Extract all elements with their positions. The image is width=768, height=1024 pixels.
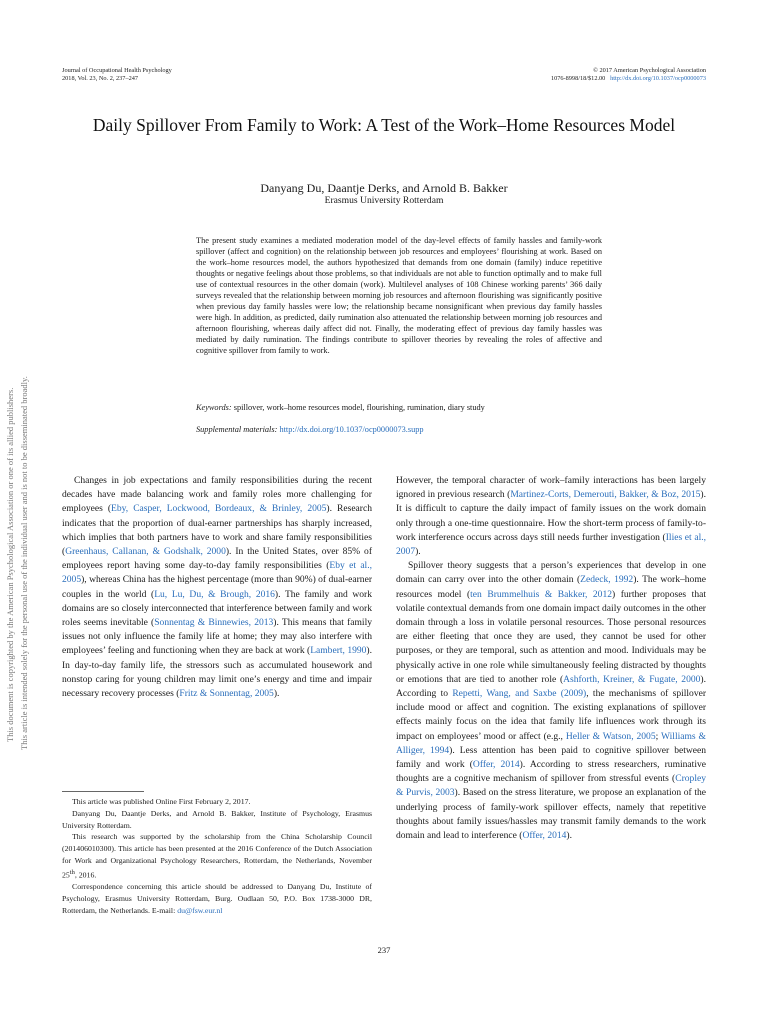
supplemental-label: Supplemental materials: [196,425,278,434]
citation-link[interactable]: Sonnentag & Binnewies, 2013 [154,617,274,629]
journal-header [62,67,172,83]
body-text: ). Less attention has been paid to cognitive spillover between family and work ( [396,744,706,771]
left-column [62,474,372,701]
body-text: ). According to stress researchers, ruminative thoughts are a cognitive mechanism of spillover from stressful events ( [396,759,706,785]
citation-link[interactable]: Martinez-Corts, Demerouti, Bakker, & Boz, 2015 [510,489,701,501]
citation-link[interactable]: Williams & Alliger, 1994 [396,730,706,756]
abstract: The present study examines a mediated moderation model of the day-level effects of family hassles and family-work spillover (affect and cognition) on the relationship between job resources and employees’ flourishing at work. Based on the work–home resources model, the authors hypothesized that demands from one domain (family) induce repetitive thoughts or negative feelings about those problems, so that individuals are not able to function optimally and to make full use of contextual resources in the other domain (work). Multilevel analyses of 108 Chinese working parents’ 366 daily surveys revealed that the relationship between morning job resources and afternoon flourishing was significantly positive when previous day family hassles were low; the relationship became nonsignificant when previous day family hassles were high. In addition, as predicted, daily rumination also attenuated the relationship between morning job resources and afternoon flourishing, whereas daily affect did not. Finally, the moderating effect of previous day family hassles was mediated by daily rumination. The findings contribute to spillover theories by revealing the roles of affective and cognitive spillover from family to work. [196,236,602,356]
citation-link[interactable]: Eby et al., 2005 [62,560,372,586]
citation-link[interactable]: Offer, 2014 [522,830,567,842]
body-text: ; [655,730,662,742]
body-text: ). Based on the stress literature, we propose an explanation of the underlying process of family-work spillover effects, namely that repetitive thoughts about family issues/hassles may transmit family demands to the work domain and lead to interference ( [396,787,706,842]
supplemental-link[interactable]: http://dx.doi.org/10.1037/ocp0000073.supp [279,425,424,434]
supplemental-materials [196,424,602,435]
body-text: , the mechanisms of spillover include mood or affect and cognition. The existing explanations of spillover effects mainly focus on the idea that family life influences work through its impact on employees’ mood or affect (e.g., [396,688,707,742]
keywords [196,402,602,413]
body-text: ). Research indicates that the proportion of dual-earner partnerships has sharply increased, which implies that both partners have to work and share family responsibilities ( [62,503,372,558]
paragraph-intro [62,474,372,701]
footnote-support [62,831,372,881]
citation-link[interactable]: Cropley & Purvis, 2003 [396,773,706,799]
email-link[interactable]: du@fsw.eur.nl [177,905,223,915]
body-text: ). The family and work domains are so closely interconnected that interference between family and work roles seems inevitable ( [62,588,372,629]
body-text: ). [415,546,421,558]
body-text: ). In day-to-day family life, the stressors such as accumulated housework and nonstop caring for young children may limit one’s energy and time and impair necessary recovery processes ( [62,645,372,700]
body-text: ). [566,830,572,842]
footnote-support-end: , 2016. [74,870,97,880]
keywords-text: spillover, work–home resources model, flourishing, rumination, diary study [231,403,485,412]
journal-name: Journal of Occupational Health Psychology [62,67,172,74]
copyright-header [551,67,706,83]
body-text: ). The work–home resources model ( [396,574,706,600]
citation-link[interactable]: Ashforth, Kreiner, & Fugate, 2000 [563,673,701,685]
body-text: ). This means that family issues not only influence the family life at home; they may also interfere with employees’ feeling and functioning when they are back at work ( [62,617,372,657]
citation-link[interactable]: Offer, 2014 [472,759,520,771]
article-title: Daily Spillover From Family to Work: A Test of the Work–Home Resources Model [92,115,676,135]
body-text: ). [273,688,280,700]
footnote-affiliation: Danyang Du, Daantje Derks, and Arnold B. Bakker, Institute of Psychology, Erasmus University Rotterdam. [62,808,372,830]
body-text: ) further proposes that volatile contextual demands from one domain impact daily outcomes in the other domain through a loss in volatile personal resources. Those personal resources are either fleeting that once they are used, they cannot be used for other purposes, or they are temporal, such as attention and mood. Individuals may be physically active in one role while simultaneously feeling distracted by thoughts or emotions that are tied to another role ( [396,588,706,685]
paragraph-temporal [396,474,706,559]
body-text: However, the temporal character of work–family interactions has been largely ignored in previous research ( [396,475,706,501]
author-list: Danyang Du, Daantje Derks, and Arnold B. Bakker [260,181,508,195]
side-copyright-notice: This document is copyrighted by the American Psychological Association or one of its allied publishers. [5,387,15,742]
journal-volume: 2018, Vol. 23, No. 2, 237–247 [62,75,139,82]
citation-link[interactable]: Repetti, Wang, and Saxbe (2009) [452,688,587,700]
page-number: 237 [377,945,391,955]
citation-link[interactable]: Zedeck, 1992 [580,574,634,586]
body-text: ). According to [396,673,706,700]
footnote-support-text: This research was supported by the scholarship from the China Scholarship Council (201406010300). This article has been presented at the 2016 Conference of the Dutch Association for Work and Organizational Psychology Researchers, Rotterdam, the Netherlands, November 25 [62,832,372,880]
citation-link[interactable]: Lu, Lu, Du, & Brough, 2016 [154,588,275,600]
citation-link[interactable]: Greenhaus, Callanan, & Godshalk, 2000 [65,546,226,558]
right-column [396,474,706,843]
issn-doi-line [551,75,706,83]
body-text: ). In the United States, over 85% of employees report having some day-to-day family responsibilities ( [62,546,372,572]
citation-link[interactable]: Heller & Watson, 2005 [565,730,656,742]
footnote-correspondence-text: Correspondence concerning this article should be addressed to Danyang Du, Institute of Psychology, Erasmus University Rotterdam, Burg. Oudlaan 50, P.O. Box 1738-3000 DR, Rotterdam, the Netherlands. E-mail: [62,882,372,915]
footnote-published: This article was published Online First February 2, 2017. [72,797,251,806]
body-text: Spillover theory suggests that a person’s experiences that develop in one domain can carry over into the other domain ( [396,560,706,586]
body-text: ), whereas China has the highest percentage (more than 90%) of dual-earner couples in the world ( [62,574,372,600]
citation-link[interactable]: Ilies et al., 2007 [396,531,706,558]
citation-link[interactable]: Eby, Casper, Lockwood, Bordeaux, & Brinley, 2005 [111,503,327,515]
issn: 1076-8998/18/$12.00 [550,75,606,82]
paragraph-spillover-theory [396,559,706,843]
copyright-line: © 2017 American Psychological Association [593,67,706,74]
citation-link[interactable]: Lambert, 1990 [310,645,367,657]
body-text: Changes in job expectations and family responsibilities during the recent decades have made balancing work and family roles more challenging for employees ( [62,475,372,515]
footnote-rule [62,791,144,792]
doi-link[interactable]: http://dx.doi.org/10.1037/ocp0000073 [610,75,706,82]
side-usage-notice: This article is intended solely for the personal use of the individual user and is not to be disseminated broadly. [19,376,29,750]
citation-link[interactable]: Fritz & Sonnentag, 2005 [179,688,274,700]
footnote-correspondence [62,881,372,916]
footnotes [62,796,372,917]
citation-link[interactable]: ten Brummelhuis & Bakker, 2012 [470,588,612,600]
footnote-support-sup: th [69,868,75,876]
keywords-label: Keywords: [196,403,232,412]
body-text: ). It is difficult to capture the daily impact of family issues on the work domain only through a one-time questionnaire. How the short-term process of family-to-work interference occurs across days still needs further investigation ( [396,489,706,543]
affiliation: Erasmus University Rotterdam [324,195,444,206]
